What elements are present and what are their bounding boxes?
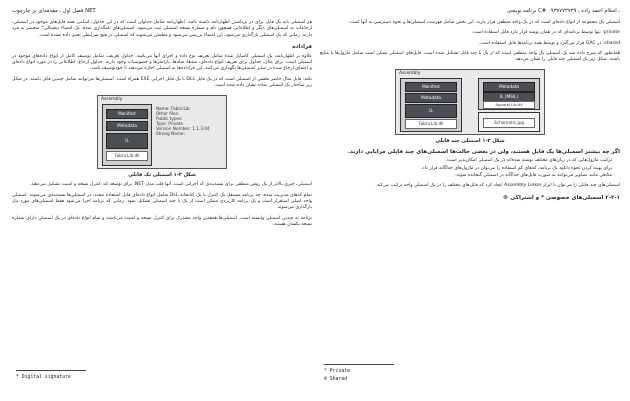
- list-item: • برای بهینه کردن نحوه دانلود یک برنامه، کدهای کم استفاده را می‌توان در ماژول‌های جداگانه قرار داد.: [320, 166, 612, 172]
- assembly-figure: [97, 95, 227, 169]
- property-line: Version Number: 1.1.3.04: [156, 126, 210, 132]
- manifest-box: Manifest: [106, 109, 148, 119]
- list-item: • منابعی مانند تصاویر می‌توانند به صورت فایل‌های جداگانه در اسمبلی گنجانده شوند.: [320, 173, 612, 179]
- file-container: [400, 78, 462, 132]
- footnote: * Digital signature: [16, 375, 71, 380]
- bullet-list: [320, 158, 620, 179]
- file-name-label: FabricLib.dll: [106, 151, 148, 161]
- section-heading: ۲-۲-۱ اسمبلی‌های خصوصی * و اشتراکی ®: [502, 194, 620, 201]
- assembly-title: Assembly: [101, 97, 123, 103]
- footnote: ® Shared: [324, 377, 348, 382]
- footnote-rule: [324, 364, 394, 365]
- paragraph: هر اسمبلی باید یک فایل برای در برداشتن اظهارنامه داشته باشد. اظهارنامه شامل جداولی است که در این جداول، اسامی همه فایل‌های موجود در اسمبلی، ارجاعات به اسمبلی‌های دیگر و اطلاعاتی همچون نام و شماره نسخه اسمبلی ثبت می‌شود. اسمبلی‌های نامگذاری شده، یک امضاء دیجیتالی* منحصر به فرد دارند، زمانی که یک اسمبلی بارگذاری می‌شود، این امضاء بررسی می‌شود و مطمئن می‌شوید که اسمبلی در هیچ شرایطی تغییر داده نشده است.: [12, 20, 312, 38]
- figure-caption: شکل ۲-۱ اسمبلی تک فایلی: [128, 172, 196, 179]
- property-line: Name: FabricLib: [156, 106, 190, 112]
- assembly-diagram: [97, 95, 227, 169]
- paragraph: علاوه بر اظهارنامه، یک اسمبلی کامپایل شده شامل تعریف نوع داده و اجرای آنها می‌باشد. جداول تعریف، شامل توصیف کامل از انواع داده‌های موجود در اسمبلی است. برای مثال، جداول برای تعریف انواع داده‌ای، متدها، فیلدها، پارامترها و خصوصیات وجود دارند. جداول ارجاع، اطلاعاتی را در مورد انواع داده‌ای و اعضای ارجاع شده در سایر اسمبلی‌ها نگهداری می‌کنند. این فراداده‌ها به اسمبلی اجازه می‌دهند تا خودتوصیف باشد.: [12, 53, 312, 72]
- msil-box: IL (MSIL): [483, 92, 535, 102]
- file-name-label: FabricLib.dll: [405, 119, 457, 129]
- section-subhead: اگر چه بیشتر اسمبلی‌ها یک فایل هستند، ولی در بعضی حالت‌ها اسمبلی‌های چند فایلی مزایایی دارند.: [347, 149, 620, 156]
- paragraph: shared: در GAC قرار می‌گیرد و توسط همه برنامه‌ها قابل استفاده است.: [478, 40, 620, 46]
- assembly-diagram: [395, 69, 545, 135]
- property-line: Public types:: [156, 116, 183, 122]
- page-header: برنامه نویسی C# ـ اسلام احمد زاده ـ ۰۹۳۷۷۷۳۷۳۹: [506, 8, 620, 14]
- paragraph: اسمبلی یک مجموعه از انواع داده‌ای است که در یک واحد منطقی قرار دارند. این بخش شامل فهرست اسمبلی‌ها و نحوه دسترسی به آنها است.: [348, 20, 620, 25]
- il-box: IL: [106, 133, 148, 149]
- manifest-box: Manifest: [405, 82, 457, 92]
- right-page: [320, 6, 620, 396]
- module-container: [478, 78, 540, 110]
- property-line: Type: Private: [156, 121, 183, 127]
- figure-caption: شکل ۳-۱ اسمبلی چند فایلی: [435, 138, 505, 145]
- module-file-label: Apparel.Lib.dll: [483, 101, 535, 109]
- multi-file-assembly-figure: [395, 69, 545, 135]
- metadata-box: Metadata: [106, 121, 148, 131]
- paragraph: اسمبلی، چیزی بالاتر از یک روش منطقی برای بسته‌بندی کد اجرایی است. آنها قلب مدل NET. برای توسعه کد، کنترل نسخه و امنیت تشکیل می‌دهند.: [29, 182, 312, 188]
- metadata-box: Metadata: [483, 82, 535, 92]
- left-page: [12, 6, 312, 396]
- paragraph: اسمبلی‌های چند فایلی را می‌توان با ابزار Assembly Linker ایجاد کرد که فایل‌های مختلف را در یک اسمبلی واحد ترکیب می‌کند.: [375, 183, 620, 189]
- paragraph: همانطور که شرح داده شد یک اسمبلی یک واحد منطقی است که از یک یا چند فایل تشکیل شده است. فایل‌های اسمبلی ممکن است شامل ماژول‌ها یا منابع باشند. شکل زیر یک اسمبلی چند فایلی را نشان می‌دهد.: [320, 50, 620, 63]
- resource-container: [478, 112, 540, 132]
- assembly-title: Assembly: [399, 71, 421, 77]
- assembly-properties: [156, 106, 210, 136]
- property-line: Strong Name:: [156, 131, 185, 137]
- il-box: IL: [405, 104, 457, 118]
- page-header: فصل اول ـ مقدمه‌ای بر چارچوب NET.: [12, 8, 97, 14]
- list-item: • ترکیب ماژول‌هایی که در زبان‌های مختلف نوشته شده‌اند در یک اسمبلی امکان‌پذیر است.: [320, 158, 612, 164]
- resource-file-label: Schematic.jpg: [483, 118, 535, 128]
- note-paragraph: نکته: فایل مثال حاضر بخشی از اسمبلی است که در یک فایل DLL با یک فایل اجرایی EXE همراه است. اسمبلی‌ها می‌توانند شامل چندین فایل باشند. در شکل زیر ساختار یک اسمبلی ساده نشان داده شده است.: [12, 76, 312, 89]
- footnote: * Private: [324, 369, 350, 374]
- paragraph: تمام کدهای مدیریت شده، چه برنامه مستقل یک کنترل یا یک کتابخانه DLL شامل انواع داده‌ای قابل استفاده مجدد، در اسمبلی‌ها بسته‌بندی می‌شوند. اسمبلی واحد اصلی استقرار است و یک برنامه کاربردی ممکن است از یک یا چند اسمبلی تشکیل شود. زمانی که برنامه اجرا می‌شود فقط اسمبلی‌های مورد نیاز بارگذاری می‌شوند.: [12, 192, 312, 211]
- paragraph: private: تنها توسط برنامه‌ای که در همان پوشه قرار دارد قابل استفاده است.: [471, 30, 620, 36]
- metadata-box: Metadata: [405, 93, 457, 103]
- paragraph: برنامه به چندین اسمبلی وابسته است. اسمبلی‌ها همچنین واحد مشترک برای کنترل نسخه و امنیت می‌باشند و تمام انواع داده‌ای در یک اسمبلی دارای شماره نسخه یکسان هستند.: [12, 215, 312, 227]
- section-heading: فراداده: [292, 43, 312, 50]
- file-container: [102, 104, 152, 166]
- footnote-rule: [16, 370, 86, 371]
- property-line: Other files:: [156, 111, 180, 117]
